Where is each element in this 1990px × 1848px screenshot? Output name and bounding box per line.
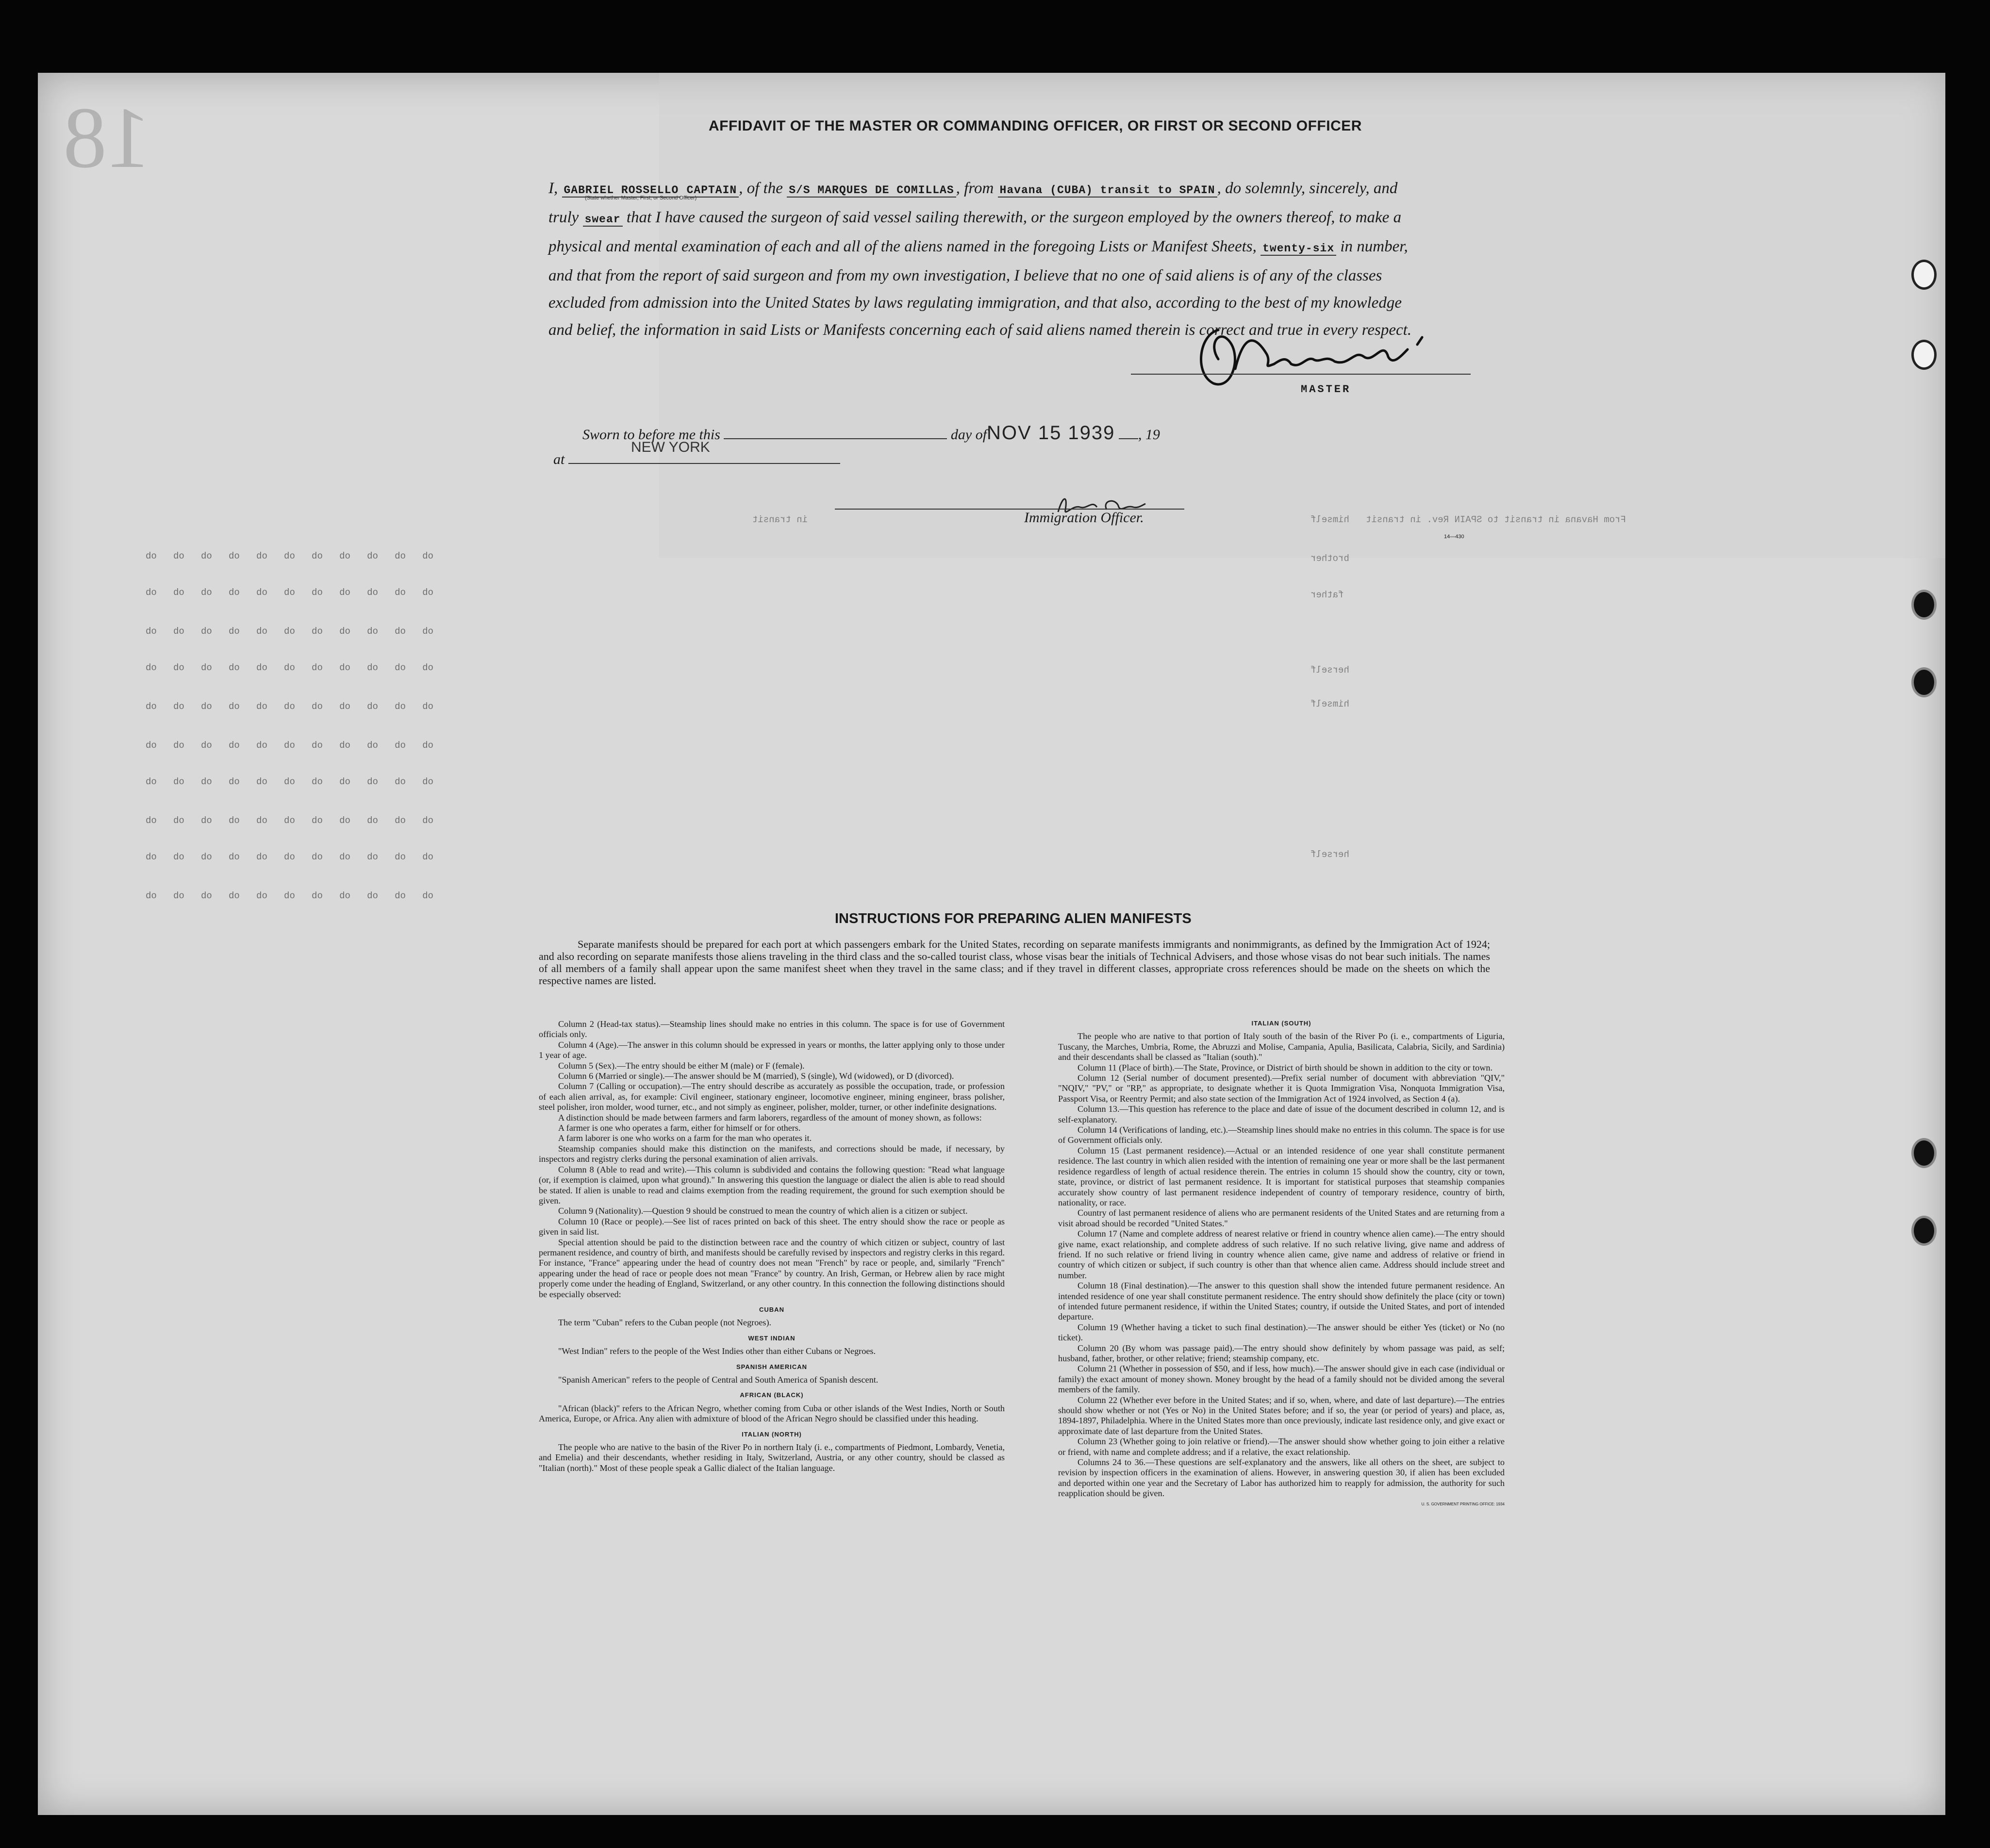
ditto-row: do do do do do do do do do do do	[146, 740, 433, 751]
ditto-row: do do do do do do do do do do do	[146, 701, 433, 712]
instruction-paragraph: Column 7 (Calling or occupation).—The entry should describe as accurately as possible the occupation, trade, or profession of each alien arrival, as, for example: Civil engineer, stationary engineer, locomotive engineer, mining engineer, brass polisher, steel polisher, iron molder, wood turner, etc., and not simply as engineer, polisher, molder, turner, or other indefinite designations.	[539, 1081, 1005, 1112]
at-label: at	[553, 451, 565, 467]
master-signature	[1189, 311, 1461, 393]
section-heading: SPANISH AMERICAN	[736, 1363, 807, 1370]
officer-name: GABRIEL ROSSELLO	[562, 184, 681, 198]
instruction-paragraph: The term "Cuban" refers to the Cuban people (not Negroes).	[558, 1318, 772, 1328]
instruction-paragraph: A farm laborer is one who works on a farm for the man who operates it.	[558, 1133, 812, 1143]
bleed-row: From Havana in transit to SPAIN Rev. in transit himself	[1310, 514, 1626, 525]
sworn-label: Sworn to before me this	[582, 427, 720, 443]
form-code: 14—430	[1444, 534, 1464, 540]
instruction-paragraph: Column 6 (Married or single).—The answer should be M (married), S (single), Wd (widowed), or D (divorced).	[558, 1071, 954, 1081]
instruction-paragraph: Column 14 (Verifications of landing, etc.).—Steamship lines should make no entries in this column. The space is for use of Government officials only.	[1058, 1125, 1505, 1145]
ditto-row: do do do do do do do do do do do	[146, 815, 433, 826]
instruction-paragraph: Steamship companies should make this distinction on the manifests, and corrections should be made, if necessary, by inspectors and registry clerks during the personal examination of alien arrivals.	[539, 1143, 1005, 1164]
instruction-paragraph: Column 13.—This question has reference to the place and date of issue of the document described in column 12, and is self-explanatory.	[1058, 1104, 1505, 1124]
section-heading: ITALIAN (NORTH)	[742, 1430, 802, 1438]
oath-word: swear	[583, 213, 623, 227]
section-heading: CUBAN	[759, 1305, 784, 1313]
instruction-paragraph: Column 22 (Whether ever before in the United States; and if so, when, where, and date of last departure).—The entries should show whether or not (Yes or No) in the United States before; and if so, the year (or period of years) and place, as, 1894-1897, Philadelphia. Where in the United States more than once previously, indicate last residence only, and give exact or approximate date of last departure from the United States.	[1058, 1395, 1505, 1436]
ditto-row: do do do do do do do do do do do	[146, 626, 433, 637]
affidavit-text: that I have caused the surgeon of said vessel sailing therewith, or the surgeon employed by the owners thereof, to make a physical and mental examination of each and all of the aliens named in the foregoing Lists or Manifest Sheets,	[548, 209, 1402, 255]
ditto-row: do do do do do do do do do do do	[146, 852, 433, 862]
affidavit-text: , of the	[739, 180, 783, 197]
signature-line	[1131, 374, 1471, 375]
instruction-paragraph: "Spanish American" refers to the people of Central and South America of Spanish descent.	[558, 1375, 879, 1385]
instructions-left-column	[539, 1019, 1005, 1473]
instructions-intro: Separate manifests should be prepared for each port at which passengers embark for the United States, recording on separate manifests immigrants and nonimmigrants, as defined by the Immigration Act of 1924; and also recording on separate manifests those aliens traveling in the third class and the so-called tourist class, whose visas bear the initials of Technical Advisers, and those whose visas do not bear such initials. The names of all members of a family shall appear upon the same manifest sheet when they travel in the same class; and if they travel in different classes, appropriate cross references should be made on the sheets on which the respective names are listed.	[539, 938, 1490, 987]
instruction-paragraph: Column 4 (Age).—The answer in this column should be expressed in years or months, the latter applying only to those under 1 year of age.	[539, 1040, 1005, 1060]
place-stamp: NEW YORK	[631, 439, 710, 455]
binder-hole	[1911, 590, 1937, 620]
signer-title: MASTER	[1301, 383, 1351, 396]
instruction-paragraph: Column 5 (Sex).—The entry should be either M (male) or F (female).	[558, 1060, 805, 1071]
instruction-paragraph: Column 15 (Last permanent residence).—Actual or an intended residence of one year shall constitute permanent residence. The last country in which alien resided with the intention of remaining one year or more shall be the last permanent residence regardless of length of actual residence therein. The entries in column 15 should show the country, city or town, state, province, or district of last permanent residence. It is important for statistical purposes that steamship companies accurately show country of last permanent residence independent of country of temporary residence, country of birth, nationality, or race.	[1058, 1145, 1505, 1207]
instruction-paragraph: Column 19 (Whether having a ticket to such final destination).—The answer should be either Yes (ticket) or No (no ticket).	[1058, 1322, 1505, 1343]
instruction-paragraph: Column 9 (Nationality).—Question 9 should be construed to mean the country of which alien is a citizen or subject.	[558, 1206, 968, 1216]
ditto-row: do do do do do do do do do do do	[146, 776, 433, 787]
binder-hole	[1911, 1216, 1937, 1246]
affidavit-text: , do solemnly, sincerely, and truly	[548, 180, 1398, 226]
affidavit-text: , from	[956, 180, 994, 197]
instruction-paragraph: The people who are native to that portion of Italy south of the basin of the River Po (i. e., compartments of Liguria, Tuscany, the Marches, Umbria, Rome, the Abruzzi and Molise, Campania, Apulia, Basilicata, Calabria, Sicily, and Sardinia) and their descendants shall be classed as "Italian (south)."	[1058, 1031, 1505, 1062]
section-heading: AFRICAN (BLACK)	[740, 1391, 804, 1399]
instruction-paragraph: Column 11 (Place of birth).—The State, Province, or District of birth should be shown in addition to the city or town.	[1078, 1062, 1493, 1072]
ditto-row: do do do do do do do do do do do	[146, 891, 433, 901]
instructions-right-column	[1058, 1013, 1505, 1509]
binder-hole	[1911, 1138, 1937, 1168]
instruction-paragraph: Column 18 (Final destination).—The answer to this question shall show the intended future permanent residence. An intended residence of one year shall constitute permanent residence. The entry should show definitely the place (city or town) of intended future permanent residence, if within the United States; country, if outside the United States, and port of intended departure.	[1058, 1281, 1505, 1322]
instruction-paragraph: Column 21 (Whether in possession of $50, and if less, how much).—The answer should give in each case (individual or family) the exact amount of money shown. Money brought by the head of a family should not be divided among the several members of the family.	[1058, 1364, 1505, 1395]
ditto-row: do do do do do do do do do do do	[146, 587, 433, 598]
origin-port: Havana (CUBA) transit to SPAIN	[998, 184, 1217, 198]
section-heading: WEST INDIAN	[748, 1334, 796, 1342]
affidavit-text: in number, and that from the report of said surgeon and from my own investigation, I believe that no one of said aliens is of any of the classes excluded from admission into the United States by laws regulating immigration, and that also, according to the best of my knowledge and belief, the information in said Lists or Manifests concerning each of said aliens named therein is correct and true in every respect.	[548, 238, 1412, 339]
instruction-paragraph: A distinction should be made between farmers and farm laborers, regardless of the amount of money shown, as follows:	[558, 1112, 982, 1122]
affidavit-title: AFFIDAVIT OF THE MASTER OR COMMANDING OFFICER, OR FIRST OR SECOND OFFICER	[709, 118, 1362, 134]
instruction-paragraph: Country of last permanent residence of aliens who are permanent residents of the United States and are returning from a visit abroad should be recorded "United States."	[1058, 1208, 1505, 1228]
rank-note: (State whether Master, First, or Second Officer)	[585, 195, 697, 201]
instruction-paragraph: The people who are native to the basin of the River Po in northern Italy (i. e., compartments of Piedmont, Lombardy, Venetia, and Emelia) and their descendants, whether residing in Italy, Switzerland, Austria, or any other country, should be classed as "Italian (north)." Most of these people speak a Gallic dialect of the Italian language.	[539, 1442, 1005, 1473]
instruction-paragraph: "West Indian" refers to the people of the West Indies other than either Cubans or Negroes.	[558, 1346, 876, 1356]
bleed-relation: father	[1310, 590, 1344, 600]
instruction-paragraph: Column 20 (By whom was passage paid).—The entry should show definitely by whom passage was paid, as self; husband, father, brother, or other relative; friend; steamship company, etc.	[1058, 1343, 1505, 1363]
section-heading: ITALIAN (SOUTH)	[1251, 1020, 1311, 1027]
instruction-paragraph: Column 8 (Able to read and write).—This column is subdivided and contains the following question: "Read what language (or, if exemption is claimed, upon what ground)." In answering this question the language or dialect the alien is able to read should be stated. If alien is unable to read and claims exemption from the reading requirement, the ground for such exemption should be given.	[539, 1164, 1005, 1205]
bleed-relation: herself	[1310, 665, 1349, 676]
instruction-paragraph: Column 12 (Serial number of document presented).—Prefix serial number of document with abbreviation "QIV," "NQIV," "PV," or "RP," as appropriate, to designate whether it is Quota Immigration Visa, Nonquota Immigration Visa, Passport Visa, or Reentry Permit; and also state section of the Immigration Act of 1924 involved, as Section 4 (a).	[1058, 1073, 1505, 1104]
instructions-title: INSTRUCTIONS FOR PREPARING ALIEN MANIFESTS	[835, 911, 1192, 926]
page-number: 18	[63, 89, 150, 186]
instruction-paragraph: Special attention should be paid to the distinction between race and the country of which citizen or subject, country of last permanent residence, and country of birth, and manifests should be carefully revised by inspectors and registry clerks in this regard. For instance, "France" appearing under the head of country does not mean "French" by race or people, and, similarly "French" appearing under the head of race or people does not mean "France" by country. An Irish, German, or Hebrew alien by race might properly come under the heading of England, Switzerland, or any other country. In this connection the following distinctions should be especially observed:	[539, 1237, 1005, 1299]
bleed-row: in transit	[752, 514, 808, 525]
immigration-officer-label: Immigration Officer.	[1024, 510, 1144, 526]
instruction-paragraph: Column 23 (Whether going to join relative or friend).—The answer should show whether going to join either a relative or friend, with name and complete address; and if a relative, the exact relationship.	[1058, 1436, 1505, 1457]
affidavit-text: I,	[548, 180, 558, 197]
binder-hole	[1911, 260, 1937, 290]
instruction-paragraph: Column 17 (Name and complete address of nearest relative or friend in country whence alien came).—The entry should give name, exact relationship, and complete address of such relative. If no such relative living, give name and address of friend. If no such relative or friend living in country whence alien came, give name and address of relative or friend in country of which citizen or subject, if such country is other than that whence alien came. Address should include street and number.	[1058, 1229, 1505, 1280]
sworn-label: day of	[950, 427, 987, 443]
ditto-row: do do do do do do do do do do do	[146, 662, 433, 673]
binder-hole	[1911, 667, 1937, 697]
bleed-relation: herself	[1310, 849, 1349, 860]
instruction-paragraph: "African (black)" refers to the African Negro, whether coming from Cuba or other islands of the West Indies, North or South America, Europe, or Africa. Any alien with admixture of blood of the African Negro should be classified under this heading.	[539, 1403, 1005, 1424]
sworn-label: , 19	[1138, 427, 1160, 443]
vessel-name: S/S MARQUES DE COMILLAS	[787, 184, 956, 198]
officer-rank: CAPTAIN	[685, 184, 739, 198]
binder-hole	[1911, 340, 1937, 370]
date-stamp: NOV 15 1939	[987, 422, 1115, 444]
instruction-paragraph: Column 2 (Head-tax status).—Steamship lines should make no entries in this column. The space is for use of Government officials only.	[539, 1019, 1005, 1040]
printer-imprint: U. S. GOVERNMENT PRINTING OFFICE: 1934	[1421, 1502, 1505, 1506]
bleed-relation: brother	[1310, 553, 1349, 564]
instruction-paragraph: Columns 24 to 36.—These questions are self-explanatory and the answers, like all others on the sheet, are subject to revision by inspection officers in the examination of aliens. However, in answering question 30, if alien has been excluded and deported within one year and the Secretary of Labor has authorized him to reapply for admission, the authority for such reapplication should be given.	[1058, 1457, 1505, 1499]
sheet-count: twenty-six	[1260, 242, 1336, 256]
ditto-row: do do do do do do do do do do do	[146, 551, 433, 561]
instruction-paragraph: A farmer is one who operates a farm, either for himself or for others.	[558, 1123, 801, 1133]
instruction-paragraph: Column 10 (Race or people).—See list of races printed on back of this sheet. The entry should show the race or people as given in said list.	[539, 1216, 1005, 1237]
bleed-relation: himself	[1310, 699, 1349, 710]
